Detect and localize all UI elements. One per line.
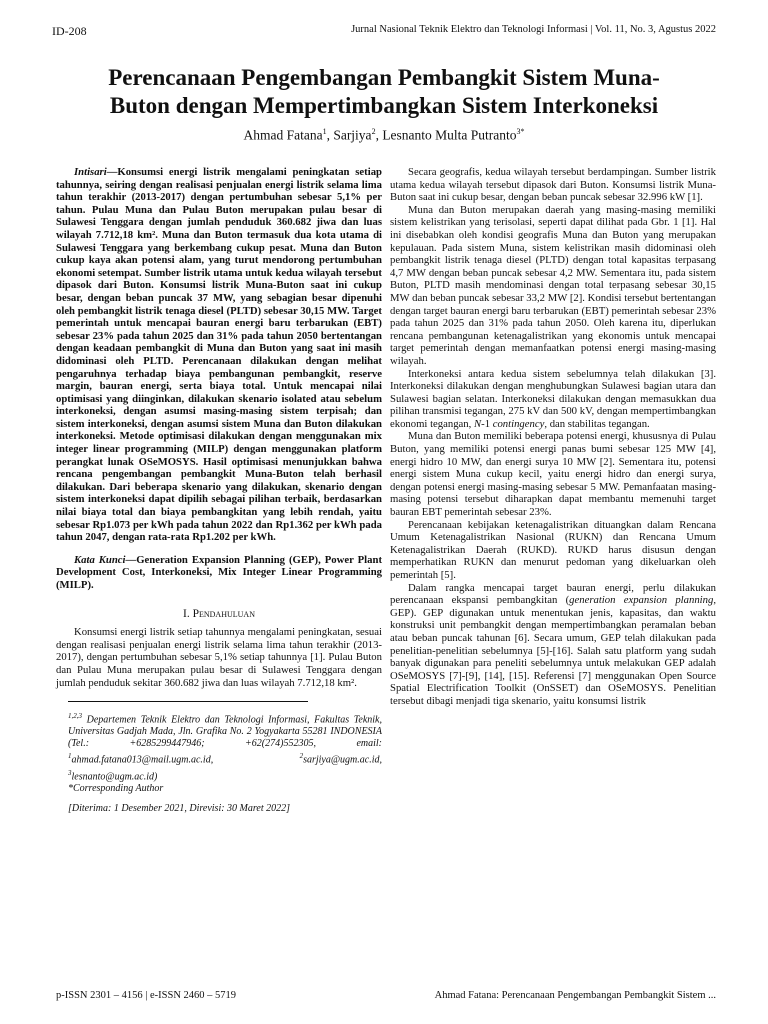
body-paragraph-3	[390, 368, 716, 431]
author-1-affil: 1	[322, 127, 327, 136]
title-line-1: Perencanaan Pengembangan Pembangkit Sistem Muna-	[108, 65, 660, 90]
email-1: ahmad.fatana013@mail.ugm.ac.id,	[71, 754, 214, 766]
right-column	[390, 166, 716, 708]
email-3: lesnanto@ugm.ac.id)	[71, 771, 158, 783]
paper-title	[40, 64, 728, 120]
received-dates: [Diterima: 1 Desember 2021, Direvisi: 30 Maret 2022]	[68, 803, 291, 815]
body-paragraph-6	[390, 582, 716, 708]
email-2-marker: 2	[299, 752, 304, 761]
author-1: Ahmad Fatana	[243, 127, 323, 143]
affiliation-text: Departemen Teknik Elektro dan Teknologi Informasi, Fakultas Teknik, Universitas Gadjah Mada, Jln. Grafika No. 2 Yogyakarta 55281 INDONESIA (Tel.: +6285299447946; +62(274)552305, email:	[68, 714, 382, 750]
issn: p-ISSN 2301 – 4156 | e-ISSN 2460 – 5719	[56, 990, 237, 1001]
email-2: sarjiya@ugm.ac.id,	[303, 754, 382, 766]
page-header	[52, 24, 716, 40]
abstract-text: —Konsumsi energi listrik mengalami peningkatan setiap tahunnya, seiring dengan realisasi penjualan energi listrik selama lima tahun terakhir (2013-2017) dengan pertumbuhan sebesar 5,1% per tahun. Pulau Muna dan Pulau Buton merupakan pulau besar di Sulawesi Tenggara dengan jumlah penduduk 360.682 jiwa dan luas wilayah 7.712,18 km². Muna dan Buton termasuk dua kota utama di Sulawesi Tenggara yang berkembang cukup pesat. Muna dan Buton cukup kaya akan potensi alam, yang turut mendorong pertumbuhan ekonomi setempat. Sumber listrik utama untuk kedua wilayah tersebut dipasok dari Buton. Konsumsi listrik Muna-Buton saat ini cukup besar, dengan beban puncak 37 MW, yang sebagian besar dipenuhi oleh pembangkit listrik tenaga diesel (PLTD) sebesar 30,15 MW. Target pemerintah untuk mencapai bauran energi baru terbarukan (EBT) sebesar 23% pada tahun 2025 dan 31% pada tahun 2050 bertentangan dengan keadaan pembangkit di Muna dan Buton yang saat ini masih didominasi oleh PLTD. Perencanaan dilakukan dengan melihat pengaruhnya terhadap biaya pembangunan pembangkit, reserve margin, bauran energi, serta biaya total. Untuk mencapai nilai optimisasi yang diinginkan, dilakukan skenario isolated atau sebelum interkoneksi, dengan asumsi masing-masing sistem terpisah; dan sistem interkoneksi, dengan asumsi sistem Muna dan Buton dilakukan interkoneksi. Metode optimisasi dilakukan dengan menggunakan mix integer linear programming (MILP) dengan menggunakan platform perangkat lunak OSeMOSYS. Hasil optimisasi menunjukkan bahwa rencana pengembangan pembangkit Muna-Buton telah berhasil dilakukan. Dari beberapa skenario yang dilakukan, skenario dengan sistem interkoneksi dapat dipilih sebagai pilihan terbaik, berdasarkan nilai biaya total dan biaya pembangkitan yang lebih rendah, yaitu sebesar Rp1.073 per kWh pada tahun 2022 dan Rp1.362 per kWh pada tahun 2047, dengan rata-rata Rp1.202 per kWh.	[56, 166, 382, 544]
author-2-affil: 2	[371, 127, 376, 136]
footnote-marker: 1,2,3	[68, 712, 82, 721]
body-paragraph-2: Muna dan Buton merupakan daerah yang masing-masing memiliki sistem kelistrikan yang terisolasi, seperti dapat dilihat pada Gbr. 1 [1]. Hal ini disebabkan oleh kondisi geografis Muna dan Buton yang merupakan kepulauan. Pada sistem Muna, sistem kelistrikan masih didominasi oleh pembangkit listrik tenaga diesel (PLTD) dengan total kapasitas terpasang 4,7 MW dengan beban puncak sebesar 4,2 MW. Sementara itu, pada sistem Buton, PLTD masih mendominasi dengan total terpasang sebesar 30,15 MW dan beban puncak sebesar 33,2 MW [2]. Kondisi tersebut bertentangan dengan target bauran energi baru terbarukan (EBT) pemerintah sebesar 23% pada tahun 2025 dan 31% pada tahun 2050. Oleh karena itu, diperlukan rencana pembangunan ketenagalistrikan yang ekonomis untuk mencapai target pemerintah dengan memanfaatkan potensi energi masing-masing wilayah.	[390, 203, 716, 367]
title-line-2: Buton dengan Mempertimbangkan Sistem Interkoneksi	[109, 93, 659, 118]
section-title: Pendahuluan	[192, 607, 255, 620]
running-footer: Ahmad Fatana: Perencanaan Pengembangan Pembangkit Sistem ...	[434, 990, 716, 1001]
p6-part-a: Dalam rangka mencapai target bauran energi, perlu dilakukan perencanaan ekspansi pembangkitan (	[390, 581, 716, 607]
author-list	[40, 127, 728, 144]
intro-paragraph-1: Konsumsi energi listrik setiap tahunnya mengalami peningkatan, sesuai dengan realisasi penjualan energi listrik selama lima tahun terakhir (2013-2017), dengan pertumbuhan sebesar 5,1% setiap tahunnya [1]. Pulau Buton dan Pulau Muna merupakan pulau besar di Sulawesi Tenggara dengan jumlah penduduk sekitar 360.682 jiwa dan luas wilayah 7.712,18 km².	[56, 626, 382, 689]
p3-part-b: -1	[481, 417, 493, 430]
p6-gep-term: generation expansion planning	[569, 594, 714, 607]
author-2: , Sarjiya	[326, 127, 372, 143]
author-3: , Lesnanto Multa Putranto	[375, 127, 517, 143]
body-paragraph-1: Secara geografis, kedua wilayah tersebut berdampingan. Sumber listrik utama kedua wilayah tersebut dipasok dari Buton. Konsumsi listrik Muna-Buton saat ini cukup besar, dengan beban puncak sebesar 32.996 kW [1].	[390, 166, 716, 204]
section-number: I.	[183, 607, 190, 620]
p3-contingency: contingency	[492, 417, 545, 430]
journal-info: Jurnal Nasional Teknik Elektro dan Teknologi Informasi | Vol. 11, No. 3, Agustus 2022	[351, 24, 716, 35]
p6-part-b: , GEP). GEP digunakan untuk menentukan jenis, kapasitas, dan waktu konstruksi unit pembangkit dengan mempertimbangkan peramalan beban atau beban puncak tahunan [6]. Secara umum, GEP telah dilakukan pada penelitian-penelitian sebelumnya [5]-[16]. Salah satu platform yang sudah banyak digunakan para peneliti sebelumnya untuk melakukan GEP adalah OSeMOSYS [7]-[9], [14], [15]. Referensi [7] menggunakan Open Source Spatial Electrification Toolkit (OnSSET) dan OSeMOSYS. Penelitian tersebut dibagi menjadi tiga skenario, yaitu konsumsi listrik	[390, 594, 717, 707]
email-1-marker: 1	[68, 752, 72, 761]
left-column	[56, 166, 382, 815]
abstract-lead: Intisari	[74, 166, 107, 178]
corresponding-author: *Corresponding Author	[68, 783, 164, 795]
email-3-marker: 3	[68, 768, 72, 777]
section-heading	[56, 608, 382, 621]
keywords	[56, 554, 382, 592]
p3-n-symbol: N	[474, 417, 482, 430]
affiliation-footnote	[56, 710, 382, 815]
p3-part-c: , dan stabilitas tegangan.	[544, 417, 650, 430]
footnote-divider	[68, 701, 308, 702]
author-3-affil: 3*	[516, 127, 525, 136]
abstract	[56, 166, 382, 544]
body-paragraph-4: Muna dan Buton memiliki beberapa potensi energi, khususnya di Pulau Buton, yang memiliki potensi energi panas bumi sebesar 125 MW [4], energi hidro 10 MW, dan energi surya 10 MW [2]. Sementara itu, potensi energi sistem Muna cukup kecil, yaitu energi hidro dan energi surya, dengan potensi energi masing-masing sebesar 5 MW. Pemanfaatan masing-masing potensi tersebut diharapkan dapat membantu memenuhi target bauran EBT pemerintah sebesar 23%.	[390, 430, 716, 519]
keywords-label: Kata Kunci	[74, 553, 126, 566]
keywords-text: —Generation Expansion Planning (GEP), Power Plant Development Cost, Interkoneksi, Mix Integer Linear Programming (MILP).	[56, 553, 382, 591]
body-paragraph-5: Perencanaan kebijakan ketenagalistrikan dituangkan dalam Rencana Umum Ketenagalistrikan Nasional (RUKN) dan Rencana Umum Ketenagalistrikan Daerah (RUKD). RUKD harus disusun dengan memperhatikan RUKN dan menurut pedoman yang dikeluarkan oleh pemerintah [5].	[390, 518, 716, 581]
page-id: ID-208	[52, 24, 87, 38]
p3-part-a: Interkoneksi antara kedua sistem sebelumnya telah dilakukan [3]. Interkoneksi dilakukan dengan menghubungkan Sulawesi bagian utara dan Sulawesi bagian selatan. Interkoneksi dilakukan dengan memasukkan dua pilihan transmisi tegangan, 275 kV dan 500 kV, dengan mempertimbangkan ekonomi tegangan,	[390, 367, 716, 430]
